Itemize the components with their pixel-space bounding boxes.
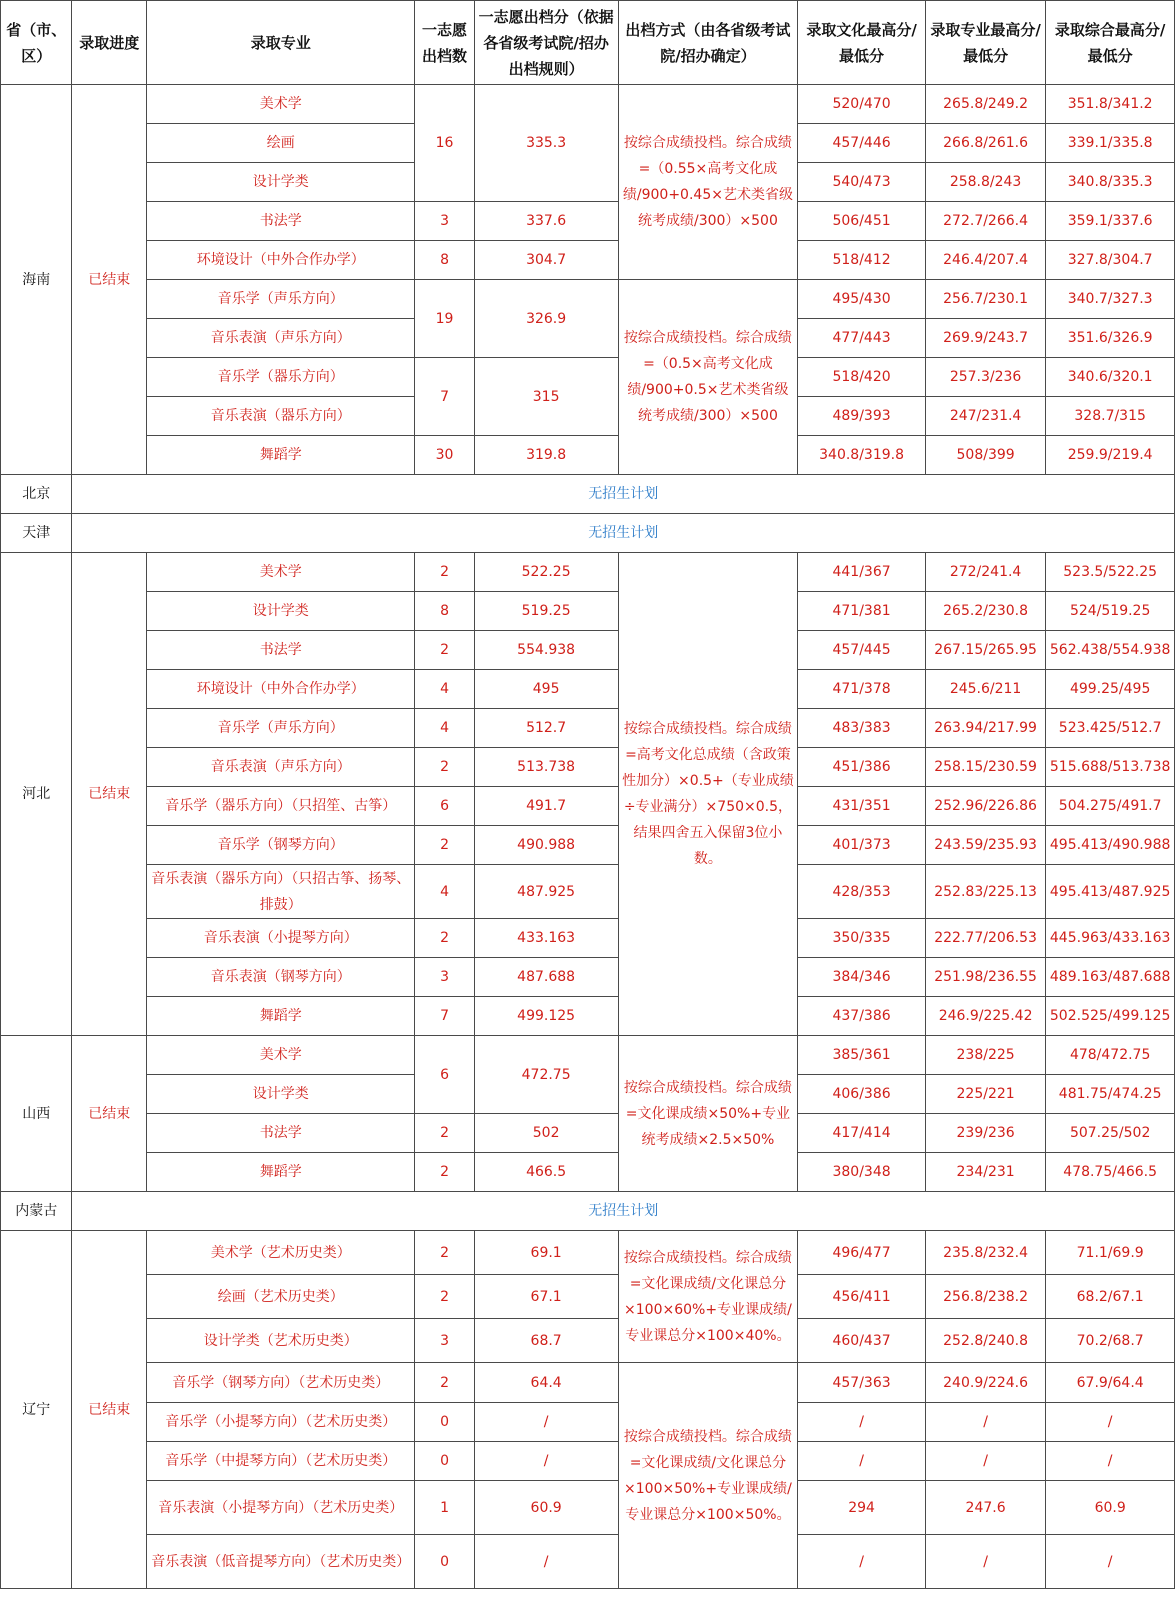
table-row bbox=[1, 241, 1175, 280]
count-cell: 3 bbox=[415, 958, 474, 997]
table-row bbox=[1, 748, 1175, 787]
major-cell: 设计学类 bbox=[146, 163, 414, 202]
professional-cell: 238/225 bbox=[925, 1036, 1045, 1075]
major-cell: 音乐表演（钢琴方向） bbox=[146, 958, 414, 997]
culture-cell: 506/451 bbox=[798, 202, 926, 241]
table-row bbox=[1, 1231, 1175, 1275]
composite-cell: 504.275/491.7 bbox=[1046, 787, 1175, 826]
score-cell: 319.8 bbox=[474, 436, 618, 475]
count-cell: 0 bbox=[415, 1403, 474, 1442]
method-cell: 按综合成绩投档。综合成绩=文化课成绩×50%+专业统考成绩×2.5×50% bbox=[618, 1036, 798, 1192]
professional-cell: 257.3/236 bbox=[925, 358, 1045, 397]
professional-cell: 246.4/207.4 bbox=[925, 241, 1045, 280]
progress-cell: 已结束 bbox=[72, 1231, 147, 1589]
composite-cell: 327.8/304.7 bbox=[1046, 241, 1175, 280]
composite-cell: / bbox=[1046, 1442, 1175, 1481]
culture-cell: 518/420 bbox=[798, 358, 926, 397]
professional-cell: / bbox=[925, 1403, 1045, 1442]
professional-cell: 240.9/224.6 bbox=[925, 1363, 1045, 1403]
count-cell: 4 bbox=[415, 670, 474, 709]
score-cell: 60.9 bbox=[474, 1481, 618, 1535]
major-cell: 环境设计（中外合作办学） bbox=[146, 670, 414, 709]
composite-cell: 70.2/68.7 bbox=[1046, 1319, 1175, 1363]
count-cell: 19 bbox=[415, 280, 474, 358]
method-cell: 按综合成绩投档。综合成绩=高考文化总成绩（含政策性加分）×0.5+（专业成绩÷专业满分）×750×0.5，结果四舍五入保留3位小数。 bbox=[618, 553, 798, 1036]
culture-cell: 489/393 bbox=[798, 397, 926, 436]
major-cell: 音乐表演（声乐方向） bbox=[146, 748, 414, 787]
professional-cell: 272.7/266.4 bbox=[925, 202, 1045, 241]
major-cell: 书法学 bbox=[146, 1114, 414, 1153]
table-row bbox=[1, 1153, 1175, 1192]
major-cell: 音乐学（中提琴方向）（艺术历史类） bbox=[146, 1442, 414, 1481]
table-row bbox=[1, 997, 1175, 1036]
major-cell: 音乐学（声乐方向） bbox=[146, 709, 414, 748]
professional-cell: 258.15/230.59 bbox=[925, 748, 1045, 787]
count-cell: 2 bbox=[415, 553, 474, 592]
count-cell: 8 bbox=[415, 241, 474, 280]
composite-cell: 68.2/67.1 bbox=[1046, 1275, 1175, 1319]
table-row bbox=[1, 85, 1175, 124]
composite-cell: 71.1/69.9 bbox=[1046, 1231, 1175, 1275]
major-cell: 设计学类 bbox=[146, 592, 414, 631]
major-cell: 音乐表演（低音提琴方向）（艺术历史类） bbox=[146, 1535, 414, 1589]
culture-cell: 457/445 bbox=[798, 631, 926, 670]
major-cell: 设计学类（艺术历史类） bbox=[146, 1319, 414, 1363]
professional-cell: 246.9/225.42 bbox=[925, 997, 1045, 1036]
table-row bbox=[1, 553, 1175, 592]
composite-cell: 340.8/335.3 bbox=[1046, 163, 1175, 202]
professional-cell: 252.83/225.13 bbox=[925, 865, 1045, 919]
count-cell: 2 bbox=[415, 748, 474, 787]
count-cell: 2 bbox=[415, 1231, 474, 1275]
professional-cell: 225/221 bbox=[925, 1075, 1045, 1114]
composite-cell: 523.5/522.25 bbox=[1046, 553, 1175, 592]
professional-cell: 235.8/232.4 bbox=[925, 1231, 1045, 1275]
major-cell: 舞蹈学 bbox=[146, 997, 414, 1036]
composite-cell: / bbox=[1046, 1535, 1175, 1589]
score-cell: 519.25 bbox=[474, 592, 618, 631]
header-score: 一志愿出档分（依据各省级考试院/招办出档规则） bbox=[474, 1, 618, 85]
score-cell: 472.75 bbox=[474, 1036, 618, 1114]
professional-cell: 256.7/230.1 bbox=[925, 280, 1045, 319]
count-cell: 2 bbox=[415, 919, 474, 958]
table-row bbox=[1, 358, 1175, 397]
table-row bbox=[1, 592, 1175, 631]
professional-cell: / bbox=[925, 1442, 1045, 1481]
professional-cell: 247/231.4 bbox=[925, 397, 1045, 436]
composite-cell: 328.7/315 bbox=[1046, 397, 1175, 436]
score-cell: 490.988 bbox=[474, 826, 618, 865]
major-cell: 美术学 bbox=[146, 1036, 414, 1075]
professional-cell: 234/231 bbox=[925, 1153, 1045, 1192]
professional-cell: 247.6 bbox=[925, 1481, 1045, 1535]
culture-cell: / bbox=[798, 1442, 926, 1481]
count-cell: 3 bbox=[415, 202, 474, 241]
composite-cell: 502.525/499.125 bbox=[1046, 997, 1175, 1036]
culture-cell: 384/346 bbox=[798, 958, 926, 997]
score-cell: 487.925 bbox=[474, 865, 618, 919]
count-cell: 7 bbox=[415, 997, 474, 1036]
count-cell: 6 bbox=[415, 1036, 474, 1114]
count-cell: 2 bbox=[415, 1114, 474, 1153]
culture-cell: 457/363 bbox=[798, 1363, 926, 1403]
table-row bbox=[1, 1442, 1175, 1481]
composite-cell: 562.438/554.938 bbox=[1046, 631, 1175, 670]
score-cell: 513.738 bbox=[474, 748, 618, 787]
table-row bbox=[1, 202, 1175, 241]
count-cell: 2 bbox=[415, 826, 474, 865]
composite-cell: 339.1/335.8 bbox=[1046, 124, 1175, 163]
table-row bbox=[1, 709, 1175, 748]
composite-cell: / bbox=[1046, 1403, 1175, 1442]
table-row bbox=[1, 670, 1175, 709]
table-row bbox=[1, 1319, 1175, 1363]
culture-cell: 540/473 bbox=[798, 163, 926, 202]
count-cell: 0 bbox=[415, 1442, 474, 1481]
method-cell: 按综合成绩投档。综合成绩=（0.5×高考文化成绩/900+0.5×艺术类省级统考成绩/300）×500 bbox=[618, 280, 798, 475]
table-row bbox=[1, 1275, 1175, 1319]
no-plan-cell: 无招生计划 bbox=[72, 1192, 1175, 1231]
count-cell: 0 bbox=[415, 1535, 474, 1589]
province-cell: 天津 bbox=[1, 514, 72, 553]
composite-cell: 523.425/512.7 bbox=[1046, 709, 1175, 748]
professional-cell: 256.8/238.2 bbox=[925, 1275, 1045, 1319]
count-cell: 30 bbox=[415, 436, 474, 475]
table-row bbox=[1, 475, 1175, 514]
composite-cell: 507.25/502 bbox=[1046, 1114, 1175, 1153]
table-row bbox=[1, 1481, 1175, 1535]
professional-cell: 243.59/235.93 bbox=[925, 826, 1045, 865]
progress-cell: 已结束 bbox=[72, 1036, 147, 1192]
table-row bbox=[1, 958, 1175, 997]
header-culture: 录取文化最高分/最低分 bbox=[798, 1, 926, 85]
culture-cell: 483/383 bbox=[798, 709, 926, 748]
progress-cell: 已结束 bbox=[72, 553, 147, 1036]
composite-cell: 495.413/490.988 bbox=[1046, 826, 1175, 865]
culture-cell: 441/367 bbox=[798, 553, 926, 592]
table-row bbox=[1, 631, 1175, 670]
count-cell: 7 bbox=[415, 358, 474, 436]
province-cell: 北京 bbox=[1, 475, 72, 514]
culture-cell: 520/470 bbox=[798, 85, 926, 124]
score-cell: 491.7 bbox=[474, 787, 618, 826]
major-cell: 音乐学（小提琴方向）（艺术历史类） bbox=[146, 1403, 414, 1442]
composite-cell: 67.9/64.4 bbox=[1046, 1363, 1175, 1403]
professional-cell: 265.8/249.2 bbox=[925, 85, 1045, 124]
score-cell: 335.3 bbox=[474, 85, 618, 202]
major-cell: 环境设计（中外合作办学） bbox=[146, 241, 414, 280]
composite-cell: 340.6/320.1 bbox=[1046, 358, 1175, 397]
professional-cell: 222.77/206.53 bbox=[925, 919, 1045, 958]
score-cell: 67.1 bbox=[474, 1275, 618, 1319]
province-cell: 辽宁 bbox=[1, 1231, 72, 1589]
score-cell: 433.163 bbox=[474, 919, 618, 958]
score-cell: 499.125 bbox=[474, 997, 618, 1036]
culture-cell: 340.8/319.8 bbox=[798, 436, 926, 475]
culture-cell: 471/381 bbox=[798, 592, 926, 631]
score-cell: 304.7 bbox=[474, 241, 618, 280]
progress-cell: 已结束 bbox=[72, 85, 147, 475]
table-row bbox=[1, 919, 1175, 958]
culture-cell: 294 bbox=[798, 1481, 926, 1535]
count-cell: 2 bbox=[415, 1275, 474, 1319]
count-cell: 4 bbox=[415, 709, 474, 748]
composite-cell: 351.8/341.2 bbox=[1046, 85, 1175, 124]
professional-cell: 269.9/243.7 bbox=[925, 319, 1045, 358]
major-cell: 音乐表演（声乐方向） bbox=[146, 319, 414, 358]
province-cell: 河北 bbox=[1, 553, 72, 1036]
professional-cell: 252.96/226.86 bbox=[925, 787, 1045, 826]
score-cell: 487.688 bbox=[474, 958, 618, 997]
major-cell: 音乐学（器乐方向）（只招笙、古筝） bbox=[146, 787, 414, 826]
composite-cell: 524/519.25 bbox=[1046, 592, 1175, 631]
culture-cell: 428/353 bbox=[798, 865, 926, 919]
professional-cell: 252.8/240.8 bbox=[925, 1319, 1045, 1363]
culture-cell: 477/443 bbox=[798, 319, 926, 358]
score-cell: 315 bbox=[474, 358, 618, 436]
major-cell: 美术学 bbox=[146, 553, 414, 592]
table-row bbox=[1, 787, 1175, 826]
province-cell: 海南 bbox=[1, 85, 72, 475]
score-cell: / bbox=[474, 1442, 618, 1481]
composite-cell: 445.963/433.163 bbox=[1046, 919, 1175, 958]
culture-cell: 471/378 bbox=[798, 670, 926, 709]
count-cell: 2 bbox=[415, 1153, 474, 1192]
composite-cell: 359.1/337.6 bbox=[1046, 202, 1175, 241]
major-cell: 音乐表演（小提琴方向） bbox=[146, 919, 414, 958]
professional-cell: 258.8/243 bbox=[925, 163, 1045, 202]
composite-cell: 259.9/219.4 bbox=[1046, 436, 1175, 475]
major-cell: 音乐表演（小提琴方向）（艺术历史类） bbox=[146, 1481, 414, 1535]
count-cell: 8 bbox=[415, 592, 474, 631]
table-row bbox=[1, 1192, 1175, 1231]
culture-cell: 431/351 bbox=[798, 787, 926, 826]
table-row bbox=[1, 436, 1175, 475]
count-cell: 6 bbox=[415, 787, 474, 826]
culture-cell: 457/446 bbox=[798, 124, 926, 163]
score-cell: / bbox=[474, 1403, 618, 1442]
header-professional: 录取专业最高分/最低分 bbox=[925, 1, 1045, 85]
table-row bbox=[1, 280, 1175, 319]
major-cell: 舞蹈学 bbox=[146, 1153, 414, 1192]
major-cell: 音乐学（器乐方向） bbox=[146, 358, 414, 397]
major-cell: 绘画（艺术历史类） bbox=[146, 1275, 414, 1319]
method-cell: 按综合成绩投档。综合成绩=文化课成绩/文化课总分×100×60%+专业课成绩/专业课总分×100×40%。 bbox=[618, 1231, 798, 1363]
culture-cell: 350/335 bbox=[798, 919, 926, 958]
count-cell: 1 bbox=[415, 1481, 474, 1535]
composite-cell: 481.75/474.25 bbox=[1046, 1075, 1175, 1114]
count-cell: 2 bbox=[415, 1363, 474, 1403]
culture-cell: / bbox=[798, 1535, 926, 1589]
professional-cell: 263.94/217.99 bbox=[925, 709, 1045, 748]
major-cell: 音乐表演（器乐方向）（只招古筝、扬琴、排鼓） bbox=[146, 865, 414, 919]
professional-cell: 265.2/230.8 bbox=[925, 592, 1045, 631]
no-plan-cell: 无招生计划 bbox=[72, 514, 1175, 553]
count-cell: 4 bbox=[415, 865, 474, 919]
major-cell: 设计学类 bbox=[146, 1075, 414, 1114]
score-cell: 337.6 bbox=[474, 202, 618, 241]
score-cell: 554.938 bbox=[474, 631, 618, 670]
major-cell: 舞蹈学 bbox=[146, 436, 414, 475]
professional-cell: 508/399 bbox=[925, 436, 1045, 475]
table-row bbox=[1, 865, 1175, 919]
composite-cell: 515.688/513.738 bbox=[1046, 748, 1175, 787]
major-cell: 音乐表演（器乐方向） bbox=[146, 397, 414, 436]
culture-cell: / bbox=[798, 1403, 926, 1442]
header-progress: 录取进度 bbox=[72, 1, 147, 85]
score-cell: 495 bbox=[474, 670, 618, 709]
score-cell: 512.7 bbox=[474, 709, 618, 748]
major-cell: 书法学 bbox=[146, 631, 414, 670]
major-cell: 音乐学（钢琴方向） bbox=[146, 826, 414, 865]
score-cell: 326.9 bbox=[474, 280, 618, 358]
composite-cell: 489.163/487.688 bbox=[1046, 958, 1175, 997]
culture-cell: 495/430 bbox=[798, 280, 926, 319]
culture-cell: 460/437 bbox=[798, 1319, 926, 1363]
major-cell: 音乐学（钢琴方向）（艺术历史类） bbox=[146, 1363, 414, 1403]
count-cell: 3 bbox=[415, 1319, 474, 1363]
composite-cell: 499.25/495 bbox=[1046, 670, 1175, 709]
table-row bbox=[1, 826, 1175, 865]
professional-cell: 245.6/211 bbox=[925, 670, 1045, 709]
composite-cell: 60.9 bbox=[1046, 1481, 1175, 1535]
method-cell: 按综合成绩投档。综合成绩=文化课成绩/文化课总分×100×50%+专业课成绩/专业课总分×100×50%。 bbox=[618, 1363, 798, 1589]
professional-cell: 266.8/261.6 bbox=[925, 124, 1045, 163]
composite-cell: 340.7/327.3 bbox=[1046, 280, 1175, 319]
culture-cell: 496/477 bbox=[798, 1231, 926, 1275]
province-cell: 山西 bbox=[1, 1036, 72, 1192]
score-cell: 69.1 bbox=[474, 1231, 618, 1275]
culture-cell: 380/348 bbox=[798, 1153, 926, 1192]
culture-cell: 385/361 bbox=[798, 1036, 926, 1075]
table-row bbox=[1, 1403, 1175, 1442]
culture-cell: 406/386 bbox=[798, 1075, 926, 1114]
professional-cell: 272/241.4 bbox=[925, 553, 1045, 592]
culture-cell: 518/412 bbox=[798, 241, 926, 280]
professional-cell: 267.15/265.95 bbox=[925, 631, 1045, 670]
header-major: 录取专业 bbox=[146, 1, 414, 85]
table-row bbox=[1, 1363, 1175, 1403]
no-plan-cell: 无招生计划 bbox=[72, 475, 1175, 514]
table-row bbox=[1, 1535, 1175, 1589]
score-cell: 466.5 bbox=[474, 1153, 618, 1192]
score-cell: 522.25 bbox=[474, 553, 618, 592]
culture-cell: 401/373 bbox=[798, 826, 926, 865]
score-cell: 502 bbox=[474, 1114, 618, 1153]
professional-cell: / bbox=[925, 1535, 1045, 1589]
score-cell: / bbox=[474, 1535, 618, 1589]
province-cell: 内蒙古 bbox=[1, 1192, 72, 1231]
composite-cell: 478.75/466.5 bbox=[1046, 1153, 1175, 1192]
header-method: 出档方式（由各省级考试院/招办确定） bbox=[618, 1, 798, 85]
header-province: 省（市、区） bbox=[1, 1, 72, 85]
culture-cell: 456/411 bbox=[798, 1275, 926, 1319]
count-cell: 16 bbox=[415, 85, 474, 202]
table-row bbox=[1, 1114, 1175, 1153]
count-cell: 2 bbox=[415, 631, 474, 670]
culture-cell: 437/386 bbox=[798, 997, 926, 1036]
composite-cell: 351.6/326.9 bbox=[1046, 319, 1175, 358]
professional-cell: 251.98/236.55 bbox=[925, 958, 1045, 997]
header-count: 一志愿出档数 bbox=[415, 1, 474, 85]
table-row bbox=[1, 514, 1175, 553]
major-cell: 美术学 bbox=[146, 85, 414, 124]
professional-cell: 239/236 bbox=[925, 1114, 1045, 1153]
method-cell: 按综合成绩投档。综合成绩=（0.55×高考文化成绩/900+0.45×艺术类省级统考成绩/300）×500 bbox=[618, 85, 798, 280]
major-cell: 音乐学（声乐方向） bbox=[146, 280, 414, 319]
major-cell: 美术学（艺术历史类） bbox=[146, 1231, 414, 1275]
composite-cell: 478/472.75 bbox=[1046, 1036, 1175, 1075]
composite-cell: 495.413/487.925 bbox=[1046, 865, 1175, 919]
header-row bbox=[1, 1, 1175, 85]
culture-cell: 451/386 bbox=[798, 748, 926, 787]
score-cell: 68.7 bbox=[474, 1319, 618, 1363]
culture-cell: 417/414 bbox=[798, 1114, 926, 1153]
major-cell: 绘画 bbox=[146, 124, 414, 163]
score-cell: 64.4 bbox=[474, 1363, 618, 1403]
table-row bbox=[1, 1036, 1175, 1075]
major-cell: 书法学 bbox=[146, 202, 414, 241]
header-composite: 录取综合最高分/最低分 bbox=[1046, 1, 1175, 85]
